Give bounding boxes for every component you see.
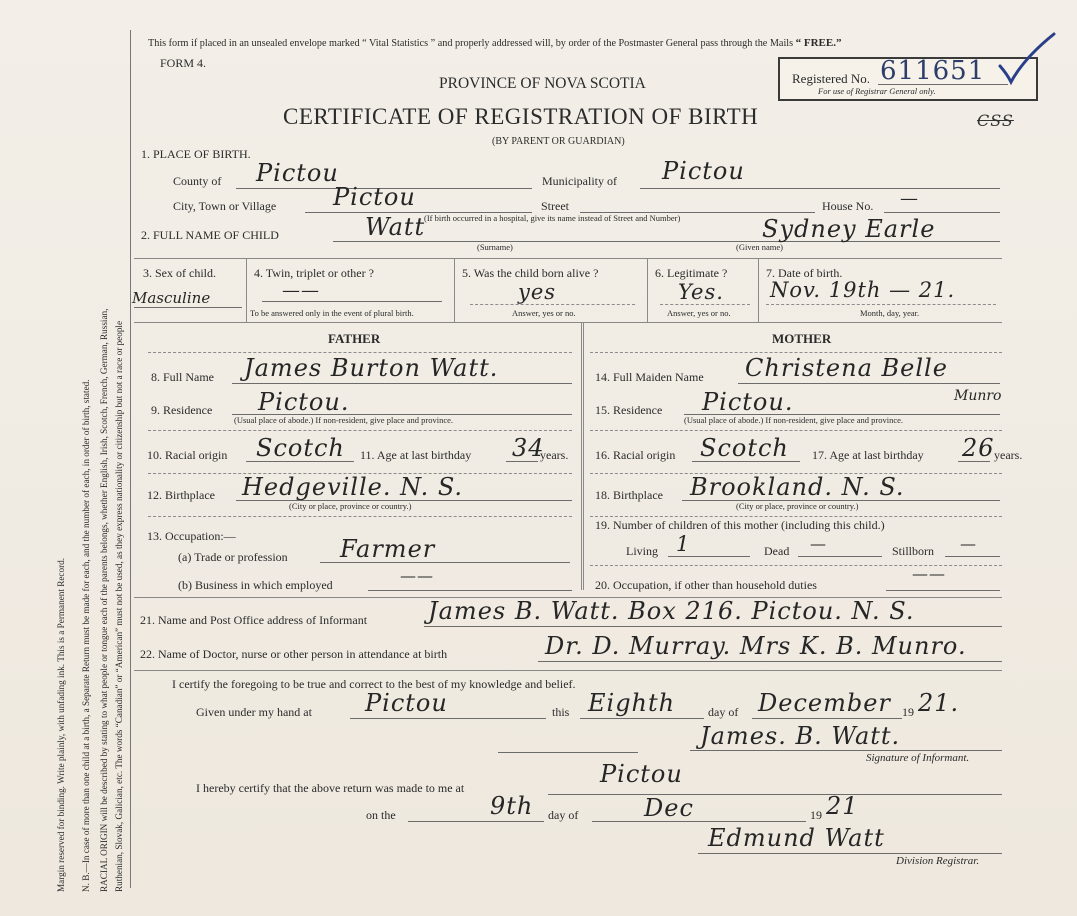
registrar-day-line: [408, 821, 544, 822]
children-count-label: 19. Number of children of this mother (including this child.): [595, 518, 885, 532]
mother-age-line: [958, 461, 990, 462]
trade-label: (a) Trade or profession: [178, 550, 288, 564]
legitimate-value: Yes.: [678, 280, 724, 304]
attendant-label: 22. Name of Doctor, nurse or other person in attendance at birth: [140, 647, 448, 661]
informant-signature: James. B. Watt.: [700, 722, 901, 750]
father-heading: FATHER: [328, 331, 381, 346]
col-divider-2: [454, 258, 455, 322]
registrar-year-prefix: 19: [810, 808, 822, 822]
dead-line: [798, 556, 882, 557]
business-value: ——: [400, 566, 434, 585]
mother-occupation-label: 20. Occupation, if other than household duties: [595, 578, 817, 592]
blank-signature-line: [498, 752, 638, 753]
mother-heading: MOTHER: [772, 331, 832, 346]
trade-value: Farmer: [340, 535, 436, 563]
dob-line: [766, 304, 996, 305]
father-row-rule-3: [148, 516, 572, 517]
registrar-place-line: [548, 794, 1002, 795]
business-label: (b) Business in which employed: [178, 578, 333, 592]
father-row-rule-1: [148, 430, 572, 431]
registrar-title: Division Registrar.: [896, 855, 980, 867]
given-name-note: (Given name): [736, 242, 783, 252]
city-value: Pictou: [333, 183, 416, 211]
binding-border: [130, 30, 131, 888]
father-heading-rule: [148, 352, 572, 353]
registrar-signature: Edmund Watt: [708, 824, 885, 852]
father-race-value: Scotch: [256, 434, 345, 462]
legitimate-line: [660, 304, 750, 305]
dob-label: 7. Date of birth.: [766, 266, 843, 280]
side-note-racial-origin: RACIAL ORIGIN will be described by stating to what people or tongue each of the parents belongs, whether English, Irish, Scotch, French, German, Russian,: [99, 308, 109, 892]
father-name-value: James Burton Watt.: [244, 354, 499, 382]
dead-label: Dead: [764, 544, 790, 558]
informant-value: James B. Watt. Box 216. Pictou. N. S.: [428, 597, 915, 625]
mother-birthplace-label: 18. Birthplace: [595, 488, 663, 502]
sex-line: [134, 307, 242, 308]
certify-year-prefix: 19: [902, 705, 914, 719]
mother-age-value: 26: [962, 434, 995, 462]
page-title: CERTIFICATE OF REGISTRATION OF BIRTH: [283, 104, 759, 129]
mother-race-label: 16. Racial origin: [595, 448, 676, 462]
dob-note: Month, day, year.: [860, 308, 920, 318]
mother-name-line: [738, 383, 1000, 384]
registered-line: [878, 84, 1008, 85]
row-divider-mid: [134, 322, 1002, 323]
registrar-note: For use of Registrar General only.: [818, 86, 936, 96]
sex-value: Masculine: [132, 289, 211, 307]
mother-age-unit: years.: [994, 448, 1023, 462]
mother-age-label: 17. Age at last birthday: [812, 448, 924, 462]
certify-month-value: December: [758, 689, 891, 717]
place-of-birth-heading: 1. PLACE OF BIRTH.: [141, 147, 251, 161]
father-name-line: [232, 383, 572, 384]
mother-name-extra: Munro: [954, 388, 1002, 404]
col-divider-4: [758, 258, 759, 322]
mother-occupation-value: ——: [912, 564, 946, 583]
county-label: County of: [173, 174, 222, 188]
certify-month-line: [752, 718, 902, 719]
certify-day-value: Eighth: [588, 689, 676, 717]
mother-residence-label: 15. Residence: [595, 403, 663, 417]
side-note-racial-origin-cont: Ruthenian, Slovak, Galician, etc. The words “Canadian” or “American” must not be used, as they express nationality or citizenship but not a race or people: [114, 320, 124, 892]
certification-divider: [134, 670, 1002, 671]
registrar-dayof-label: day of: [548, 808, 579, 822]
hospital-note: (If birth occurred in a hospital, give its name instead of Street and Number): [424, 213, 681, 223]
living-label: Living: [626, 544, 658, 558]
side-note-binding: Margin reserved for binding. Write plainly, with unfading ink. This is a Permanent Record.: [56, 557, 66, 892]
street-label: Street: [541, 199, 569, 213]
given-place-line: [350, 718, 546, 719]
mother-birthplace-value: Brookland. N. S.: [690, 473, 905, 501]
legitimate-label: 6. Legitimate ?: [655, 266, 728, 280]
father-residence-value: Pictou.: [258, 388, 350, 416]
city-label: City, Town or Village: [173, 199, 277, 213]
father-race-line: [246, 461, 354, 462]
municipality-label: Municipality of: [542, 174, 617, 188]
father-age-unit: years.: [540, 448, 569, 462]
occupation-label: 13. Occupation:—: [147, 529, 236, 543]
mother-name-label: 14. Full Maiden Name: [595, 370, 704, 384]
stillborn-value: —: [960, 534, 977, 553]
corner-mark: CSS: [977, 111, 1014, 130]
father-race-label: 10. Racial origin: [147, 448, 228, 462]
this-label: this: [552, 705, 570, 719]
mother-heading-rule: [590, 352, 1002, 353]
page-subtitle: (BY PARENT OR GUARDIAN): [492, 136, 625, 147]
father-age-value: 34: [512, 434, 545, 462]
father-birthplace-label: 12. Birthplace: [147, 488, 215, 502]
registrar-month-line: [592, 821, 806, 822]
registered-number: 611651: [880, 56, 986, 86]
attendant-line: [538, 661, 1002, 662]
twin-label: 4. Twin, triplet or other ?: [254, 266, 374, 280]
mother-residence-value: Pictou.: [702, 388, 794, 416]
attendant-value: Dr. D. Murray. Mrs K. B. Munro.: [545, 632, 967, 660]
mother-residence-note: (Usual place of abode.) If non-resident, give place and province.: [684, 415, 904, 425]
living-line: [668, 556, 750, 557]
business-line: [368, 590, 572, 591]
legitimate-note: Answer, yes or no.: [667, 308, 731, 318]
alive-label: 5. Was the child born alive ?: [462, 266, 599, 280]
county-value: Pictou: [256, 159, 339, 187]
father-name-label: 8. Full Name: [151, 370, 214, 384]
father-age-line: [506, 461, 538, 462]
dob-value: Nov. 19th — 21.: [770, 278, 956, 302]
registrar-day-value: 9th: [490, 792, 534, 820]
mother-row-rule-3: [590, 516, 1002, 517]
registrar-on-label: on the: [366, 808, 396, 822]
informant-signature-label: Signature of Informant.: [866, 752, 970, 764]
trade-line: [320, 562, 570, 563]
municipality-line: [640, 188, 1000, 189]
alive-value: yes: [518, 280, 557, 304]
stillborn-line: [945, 556, 1000, 557]
stillborn-label: Stillborn: [892, 544, 935, 558]
alive-note: Answer, yes or no.: [512, 308, 576, 318]
col-divider-1: [246, 258, 247, 322]
mother-row-rule-1: [590, 430, 1002, 431]
registered-label: Registered No.: [792, 71, 870, 86]
registrar-year-value: 21: [826, 792, 859, 820]
father-birthplace-value: Hedgeville. N. S.: [242, 473, 464, 501]
informant-label: 21. Name and Post Office address of Informant: [140, 613, 368, 627]
informant-line: [424, 626, 1002, 627]
certify-dayof-label: day of: [708, 705, 739, 719]
mother-race-value: Scotch: [700, 434, 789, 462]
child-given-name: Sydney Earle: [762, 215, 936, 243]
child-name-label: 2. FULL NAME OF CHILD: [141, 228, 279, 242]
form-number: FORM 4.: [160, 56, 207, 70]
informant-signature-line: [690, 750, 1002, 751]
province-heading: PROVINCE OF NOVA SCOTIA: [439, 75, 646, 92]
certify-year-value: 21.: [918, 689, 960, 717]
check-mark-icon: [994, 30, 1058, 92]
certify-day-line: [580, 718, 704, 719]
house-number-label: House No.: [822, 199, 874, 213]
child-surname: Watt: [365, 213, 426, 241]
registrar-month-value: Dec: [644, 794, 694, 822]
father-residence-note: (Usual place of abode.) If non-resident, give place and province.: [234, 415, 454, 425]
sex-label: 3. Sex of child.: [143, 266, 216, 280]
dead-value: —: [810, 534, 827, 553]
registrar-statement: I hereby certify that the above return was made to me at: [196, 781, 465, 795]
mother-birthplace-note: (City or place, province or country.): [736, 501, 859, 511]
father-birthplace-note: (City or place, province or country.): [289, 501, 412, 511]
living-value: 1: [676, 532, 691, 556]
mail-notice: This form if placed in an unsealed envelope marked “ Vital Statistics ” and properly addressed will, by order of the Postmaster General pass through the Mails “ FREE.”: [148, 37, 842, 49]
given-under-label: Given under my hand at: [196, 705, 312, 719]
row-divider-top: [134, 258, 1002, 259]
alive-line: [470, 304, 635, 305]
house-number-value: —: [900, 188, 919, 209]
mother-occupation-line: [886, 590, 1000, 591]
father-residence-label: 9. Residence: [151, 403, 213, 417]
col-divider-3: [647, 258, 648, 322]
parent-column-divider: [581, 322, 584, 590]
mother-name-value: Christena Belle: [745, 354, 948, 382]
given-place-value: Pictou: [365, 689, 448, 717]
twin-note: To be answered only in the event of plural birth.: [250, 308, 414, 318]
municipality-value: Pictou: [662, 157, 745, 185]
father-age-label: 11. Age at last birthday: [360, 448, 472, 462]
certify-statement: I certify the foregoing to be true and correct to the best of my knowledge and belief.: [172, 677, 576, 691]
mother-race-line: [692, 461, 800, 462]
side-note-multiple-births: N. B.—In case of more than one child at a birth, a Separate Return must be made for each, and the number of each, in order of birth, stated.: [81, 379, 91, 892]
house-number-line: [884, 212, 1000, 213]
surname-note: (Surname): [477, 242, 513, 252]
registrar-place-value: Pictou: [600, 760, 683, 788]
twin-value: ——: [282, 280, 320, 301]
twin-line: [262, 301, 442, 302]
registrar-signature-line: [698, 853, 1002, 854]
